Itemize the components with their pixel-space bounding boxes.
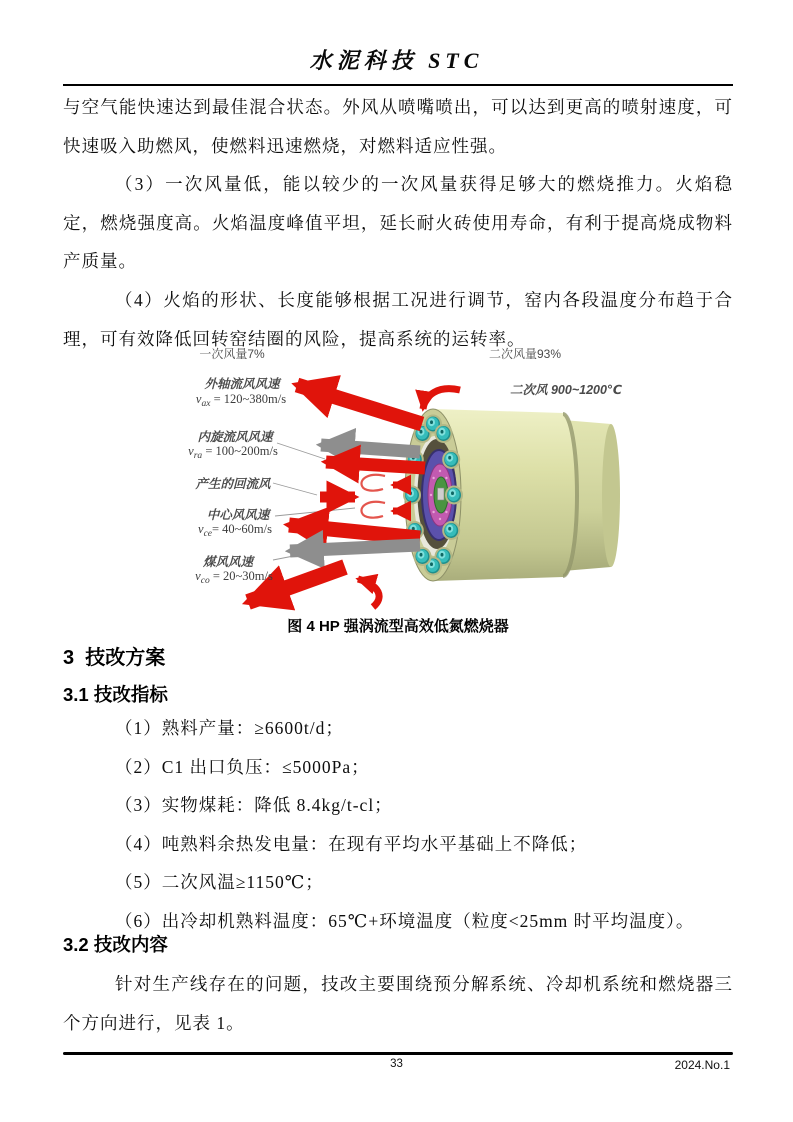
axial-air-arrow [297, 385, 422, 424]
burner-figure [63, 345, 733, 641]
secondary-air-bottom-arrow [358, 579, 379, 607]
list-item: （2）C1 出口负压：≤5000Pa； [115, 756, 370, 777]
secondary-air-temp-label: 二次风 900~1200℃ [510, 383, 623, 397]
primary-air-share-label: 一次风量7% [199, 347, 265, 361]
figure-caption: 图 4 HP 强涡流型高效低氮燃烧器 [287, 618, 509, 635]
coal-air-value: $v_{co}$ = 20~30m/s [195, 569, 273, 586]
recirculation-curl-bottom [361, 502, 385, 518]
radial-air-value: $v_{ra}$ = 100~200m/s [188, 444, 278, 461]
paragraph-text: （3）一次风量低，能以较少的一次风量获得足够大的燃烧推力。火焰稳定，燃烧强度高。火焰温度峰值平坦，延长耐火砖使用寿命，有利于提高烧成物料产质量。 [63, 174, 733, 272]
radial-air-gray-arrow [321, 445, 420, 452]
paragraph-point-3 [63, 165, 733, 281]
spec-list [63, 709, 733, 941]
recirculation-curl-top [361, 475, 385, 491]
list-item: （3）实物煤耗：降低 8.4kg/t-cl； [115, 795, 393, 816]
section-heading-3-1: 3.1 技改指标 [63, 684, 168, 705]
center-air-label: 中心风风速 [206, 508, 270, 522]
paragraph-mixing [63, 88, 733, 166]
footer-rule [63, 1052, 733, 1055]
paragraph-text: 与空气能快速达到最佳混合状态。外风从喷嘴喷出，可以达到更高的喷射速度，可快速吸入助燃风，使燃料迅速燃烧，对燃料适应性强。 [63, 97, 733, 156]
list-item: （4）吨熟料余热发电量：在现有平均水平基础上不降低； [115, 833, 588, 854]
list-item: （1）熟料产量：≥6600t/d； [115, 718, 344, 738]
paragraph-text: （4）火焰的形状、长度能够根据工况进行调节，窑内各段温度分布趋于合理，可有效降低回转窑结圈的风险，提高系统的运转率。 [63, 290, 733, 349]
issue-number: 2024.No.1 [674, 1058, 730, 1072]
recirculation-label: 产生的回流风 [195, 477, 271, 491]
section-heading-3: 3 技改方案 [63, 647, 166, 669]
radial-air-red-arrow [326, 462, 425, 468]
journal-title: 水泥科技 STC [309, 48, 484, 73]
coal-air-arrow [290, 545, 420, 551]
secondary-air-top-arrow [423, 389, 460, 409]
coal-air-label: 煤风风速 [202, 555, 254, 569]
radial-air-label: 内旋流风风速 [197, 430, 273, 444]
burner-diagram [63, 345, 733, 613]
paragraph-section-3-2 [63, 965, 733, 1043]
page-number: 33 [390, 1058, 403, 1070]
axial-air-label: 外轴流风风速 [204, 377, 280, 391]
center-air-value: $v_{ce}=$ 40~60m/s [198, 522, 272, 539]
header-rule [63, 84, 733, 86]
list-item: （5）二次风温≥1150℃； [115, 872, 324, 893]
section-heading-3-2: 3.2 技改内容 [63, 934, 168, 955]
axial-air-value: $v_{ax}$ = 120~380m/s [195, 392, 287, 409]
list-item: （6）出冷却机熟料温度：65℃+环境温度（粒度<25mm 时平均温度）。 [115, 910, 695, 931]
center-air-arrow [289, 525, 420, 538]
secondary-air-share-label: 二次风量93% [488, 347, 562, 361]
burner-body [403, 409, 620, 581]
paragraph-text: 针对生产线存在的问题，技改主要围绕预分解系统、冷却机系统和燃烧器三个方向进行，见表 1。 [63, 974, 733, 1033]
